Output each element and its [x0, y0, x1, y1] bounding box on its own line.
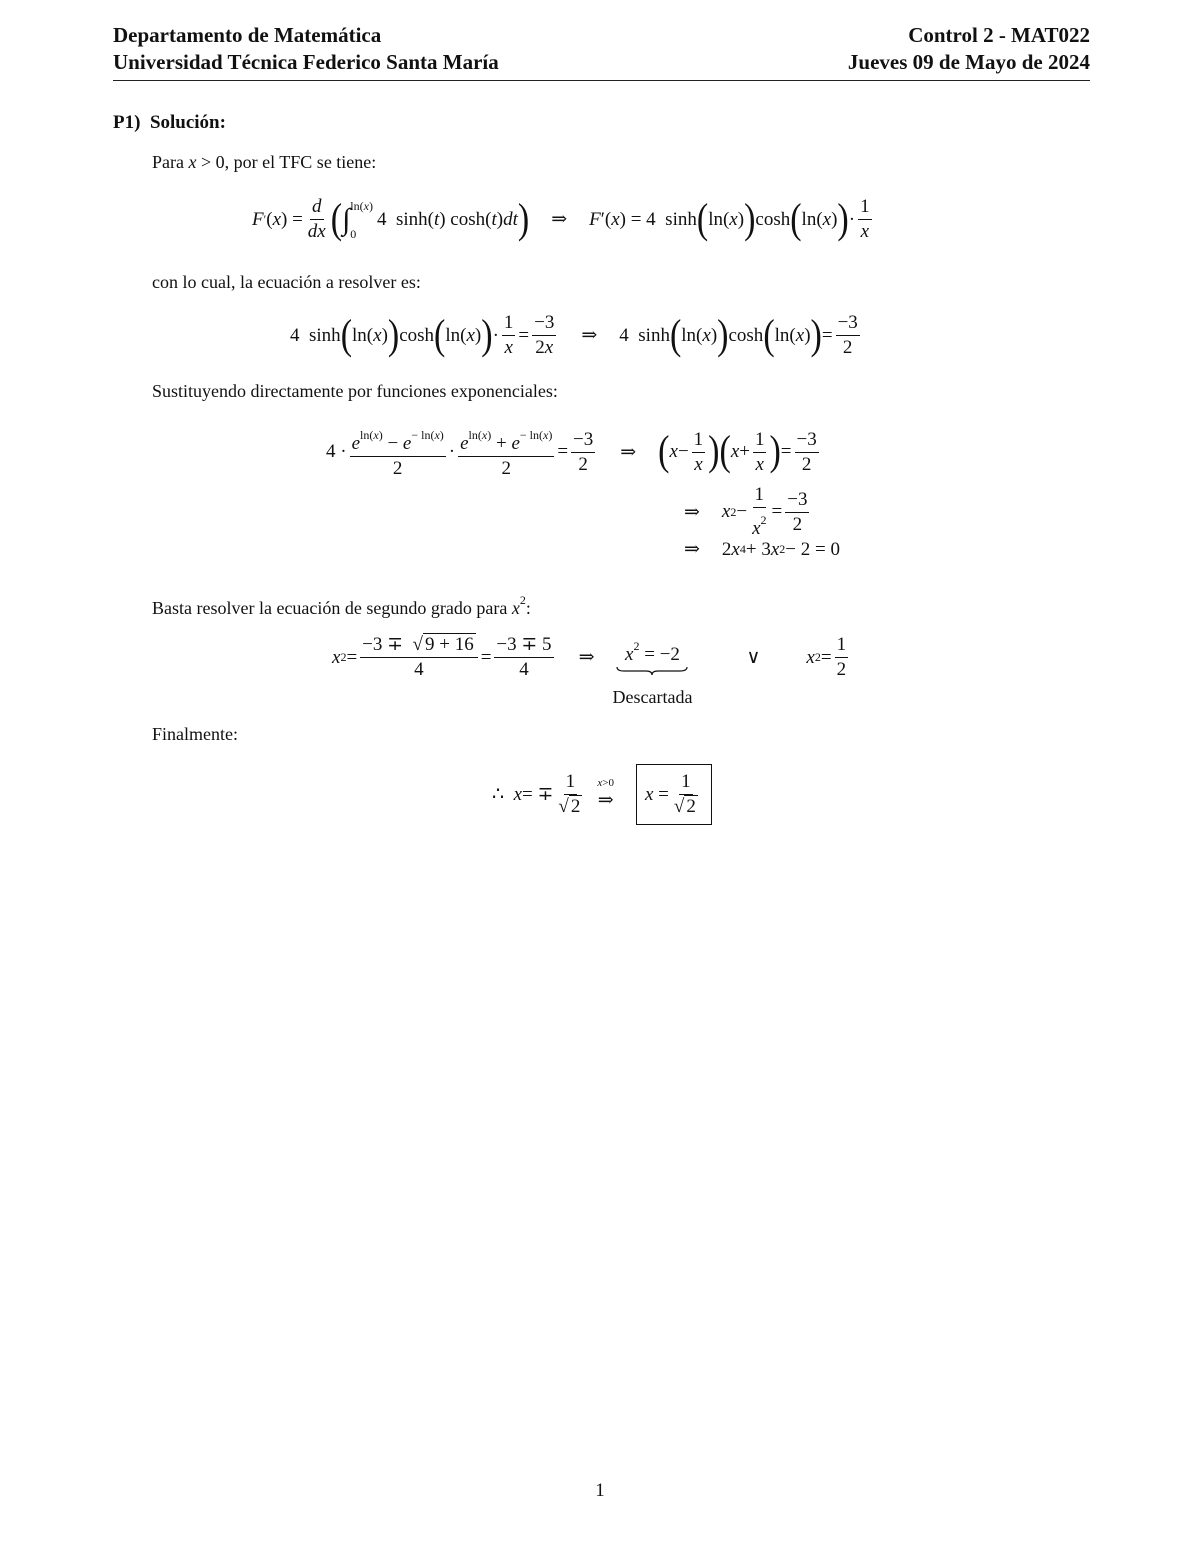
intro-text-a: Para — [152, 152, 189, 172]
text-line-5: Finalmente: — [152, 724, 238, 744]
discarded-label: Descartada — [612, 687, 693, 707]
problem-heading — [113, 112, 226, 134]
university-name: Universidad Técnica Federico Santa María — [113, 50, 499, 74]
text-line-4: Basta resolver la ecuación de segundo grado para $x^2$: — [152, 593, 531, 618]
equation-quadratic: x 2 = $\frac{-3 \mp √ 9 + 16}{4}$ = $\frac{-3 \mp 5}{4}$ ⇒ $x^2 = -2$ Descartada ∨ x 2 = $\frac{1}{2}$ — [332, 634, 847, 707]
department-name: Departamento de Matemática — [113, 23, 382, 47]
equation-step-2: ⇒ x 2 − $\frac{1}{x^2}$ = $\frac{-3}{2}$ — [684, 484, 808, 539]
text-line-3: Sustituyendo directamente por funciones exponenciales: — [152, 381, 558, 401]
intro-sentence: Para x > 0, por el TFC se tiene: — [152, 152, 377, 172]
equation-to-solve: 4 sinh ( ln( x ) ) cosh ( ln( x ) ) · $\frac{1}{x}$ = $\frac{-3}{2x}$ ⇒ 4 sinh ( ln( x ) ) cosh ( ln( x ) ) = $\frac{-3}{2}$ — [290, 311, 858, 358]
text-line-2: con lo cual, la ecuación a resolver es: — [152, 272, 421, 292]
page-header — [113, 20, 1090, 81]
intro-text-b: , por el TFC se tiene: — [224, 152, 377, 172]
exam-date: Jueves 09 de Mayo de 2024 — [847, 50, 1090, 74]
problem-label: P1) — [113, 112, 141, 133]
equation-step-3: ⇒ 2 x 4 + 3 x 2 − 2 = 0 — [684, 538, 840, 560]
header-left — [113, 22, 499, 76]
course-control: Control 2 - MAT022 — [908, 23, 1090, 47]
discarded-root: $x^2 = -2$ Descartada — [612, 639, 693, 707]
equation-final: ∴ x = ∓ $\frac{1}{√ 2}$ x>0 ⇒ x = $\frac{1}{√ 2}$ — [492, 764, 712, 825]
page-number: 1 — [595, 1480, 605, 1501]
problem-title: Solución: — [149, 112, 226, 133]
header-right — [848, 22, 1090, 76]
text-line-4-text: Basta resolver la ecuación de segundo grado para — [152, 598, 512, 618]
equation-derivative: F ′ ( x ) = $\frac{d}{dx}$ ( ∫ ln(x) 0 4 sinh( t ) cosh( t ) dt ) ⇒ F ′( x ) = 4 sinh ( ln( x ) ) cosh ( ln( x ) ) · $\frac{1}{x}$ — [252, 195, 870, 242]
equation-exponential: 4 · $\frac{e^{ln(x)} - e^{- ln(x)}}{2}$ · $\frac{e^{ln(x)} + e^{- ln(x)}}{2}$ = $\frac{-3}{2}$ ⇒ ( x − $\frac{1}{x}$ ) ( x + $\frac{1}{x}$ ) = $\frac{-3}{2}$ — [326, 424, 822, 480]
final-answer-box: x = $\frac{1}{√ 2}$ — [636, 764, 712, 825]
